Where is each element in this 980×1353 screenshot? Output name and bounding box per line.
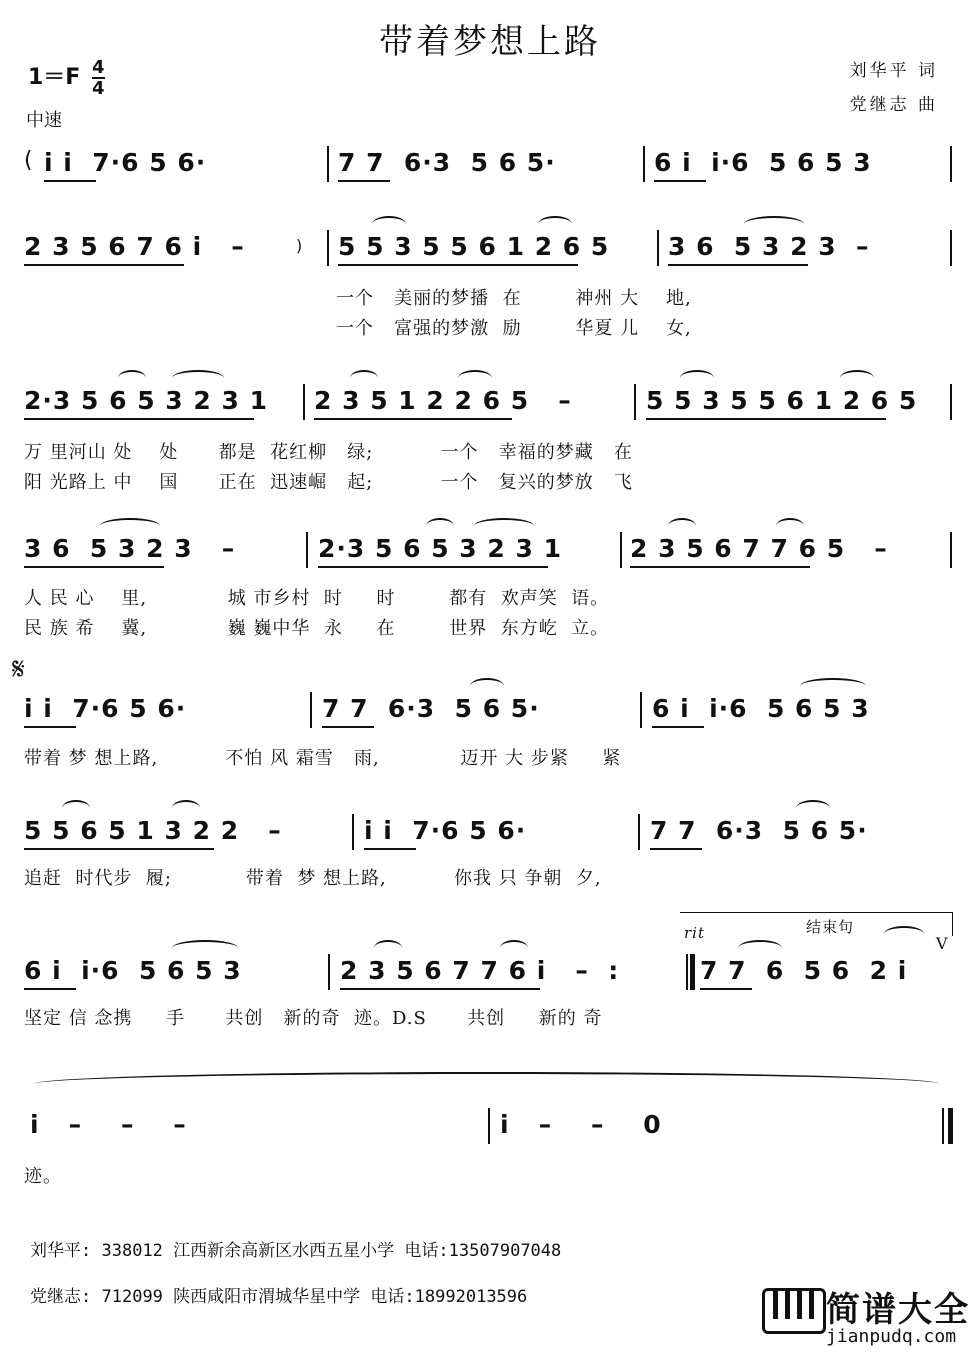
barline [638,814,640,850]
barline [328,954,330,990]
slur [680,370,714,386]
measure: 5 5 6 5 1 3 2 2 – [24,816,282,845]
contact-line [30,1282,527,1307]
time-beats: 4 [92,57,105,78]
lyric-line: 坚定 信 念携 手 共创 新的奇 迹。D.S 共创 新的 奇 [24,1008,603,1029]
key-label: 1＝F [28,65,81,90]
measure: 2 3 5 6 7 6 i – [24,232,245,261]
measure: 6 i i·6 5 6 5 3 [654,148,872,177]
measure: 6 i i·6 5 6 5 3 [652,694,870,723]
lyric-line: 阳 光路上 中 国 正在 迅速崛 起; 一个 复兴的梦放 飞 [24,472,633,493]
measure: 7 7 6·3 5 6 5· [338,148,556,177]
lyricist-credit: 刘华平 词 [849,61,938,81]
barline [657,230,659,266]
beam-underline [24,848,214,850]
time-signature [92,58,105,98]
ending-bracket [680,912,952,913]
key-signature [28,58,105,98]
song-title: 带着梦想上路 [379,22,601,62]
contact-name: 刘华平: [30,1241,92,1261]
final-barline-thick [948,1108,953,1144]
measure: 3 6 5 3 2 3 – [668,232,870,261]
lyric-line: 带着 梦 想上路, 不怕 风 霜雪 雨, 迈开 大 步紧 紧 [24,748,622,769]
measure: 7 7 6·3 5 6 5· [322,694,540,723]
beam-underline [630,566,810,568]
repeat-barline-thick [690,954,695,990]
slur [474,518,534,534]
piano-keys-icon [762,1288,826,1334]
measure: i i 7·6 5 6· [24,694,187,723]
lyric-line: 民 族 希 冀, 巍 巍中华 永 在 世界 东方屹 立。 [24,618,610,639]
slur [500,940,528,956]
logo-text: 简谱大全 [826,1290,970,1330]
beam-underline [24,264,184,266]
time-unit: 4 [92,78,105,99]
slur [100,518,160,534]
barline [643,146,645,182]
beam-underline [652,726,704,728]
beam-underline [314,418,512,420]
repeat-barline [686,954,688,990]
barline [620,532,622,568]
measure: 2·3 5 6 5 3 2 3 1 [24,386,268,415]
slur [800,678,866,694]
ending-label: 结束句 [806,918,855,936]
contact-phone-label: 电话: [370,1287,415,1307]
measure: 2 3 5 1 2 2 6 5 – [314,386,572,415]
slur [458,370,492,386]
slur [374,940,402,956]
close-paren: ) [296,236,304,255]
beam-underline [24,988,76,990]
fermata-icon [884,926,924,942]
beam-underline [24,566,164,568]
beam-underline [44,180,96,182]
contact-phone-label: 电话: [404,1241,449,1261]
slur [172,800,200,816]
lyric-line: 迹。 [24,1166,62,1187]
contact-line [30,1236,561,1261]
contact-phone: 18992013596 [414,1287,528,1307]
measure: i i 7·6 5 6· [364,816,527,845]
beam-underline [322,726,374,728]
site-logo [762,1282,976,1350]
slur [668,518,696,534]
barline [950,384,952,420]
contact-address: 陕西咸阳市渭城华星中学 [173,1287,361,1307]
beam-underline [654,180,706,182]
slur [776,518,804,534]
beam-underline [700,988,752,990]
ending-bracket-end [952,912,953,936]
contact-postcode: 338012 [101,1241,163,1261]
measure: 7 7 6 5 6 2 i [700,956,908,985]
beam-underline [338,264,578,266]
beam-underline [24,726,76,728]
barline [950,146,952,182]
barline [950,532,952,568]
beam-underline [338,180,390,182]
slur [62,800,90,816]
slur [350,370,378,386]
measure: i i 7·6 5 6· [44,148,207,177]
segno-icon: 𝄋 [12,652,25,687]
slur [840,370,874,386]
measure: 7 7 6·3 5 6 5· [650,816,868,845]
slur [538,216,572,232]
slur [470,678,504,694]
contact-postcode: 712099 [101,1287,163,1307]
slur [744,216,804,232]
lyric-line: 万 里河山 处 处 都是 花红柳 绿; 一个 幸福的梦藏 在 [24,442,633,463]
barline [950,230,952,266]
slur [172,940,238,956]
contact-address: 江西新余高新区水西五星小学 [173,1241,395,1261]
slur [796,800,830,816]
lyric-line: 一个 富强的梦激 励 华夏 儿 女, [336,318,692,339]
contact-phone: 13507907048 [448,1241,562,1261]
measure: 2·3 5 6 5 3 2 3 1 [318,534,562,563]
measure: 6 i i·6 5 6 5 3 [24,956,242,985]
lyric-line: 一个 美丽的梦播 在 神州 大 地, [336,288,692,309]
lyric-line: 人 民 心 里, 城 市乡村 时 时 都有 欢声笑 语。 [24,588,610,609]
beam-underline [340,988,540,990]
beam-underline [650,848,702,850]
tie [34,1072,940,1096]
slur [172,370,224,386]
barline [303,384,305,420]
barline [327,230,329,266]
measure: 5 5 3 5 5 6 1 2 6 5 [338,232,610,261]
beam-underline [24,418,254,420]
breath-mark: V [936,934,949,953]
barline [640,692,642,728]
slur [738,940,782,956]
measure: i – – – [30,1110,187,1139]
measure: 3 6 5 3 2 3 – [24,534,236,563]
barline [488,1108,490,1144]
measure: 2 3 5 6 7 7 6 5 – [630,534,888,563]
barline [352,814,354,850]
tempo-marking: 中速 [26,110,62,131]
slur [118,370,146,386]
rit-marking: rit [684,924,705,942]
barline [310,692,312,728]
final-barline [942,1108,944,1144]
measure: 5 5 3 5 5 6 1 2 6 5 [646,386,918,415]
beam-underline [364,848,416,850]
open-paren: ( [24,148,34,173]
slur [372,216,406,232]
beam-underline [646,418,886,420]
beam-underline [318,566,548,568]
measure: i – – 0 [500,1110,662,1139]
barline [306,532,308,568]
contact-name: 党继志: [30,1287,92,1307]
composer-credit: 党继志 曲 [849,95,938,115]
barline [327,146,329,182]
measure: 2 3 5 6 7 7 6 i – : [340,956,620,985]
lyric-line: 追赶 时代步 履; 带着 梦 想上路, 你我 只 争朝 夕, [24,868,602,889]
logo-url: jianpudq.com [826,1326,957,1347]
slur [426,518,454,534]
beam-underline [668,264,808,266]
barline [634,384,636,420]
